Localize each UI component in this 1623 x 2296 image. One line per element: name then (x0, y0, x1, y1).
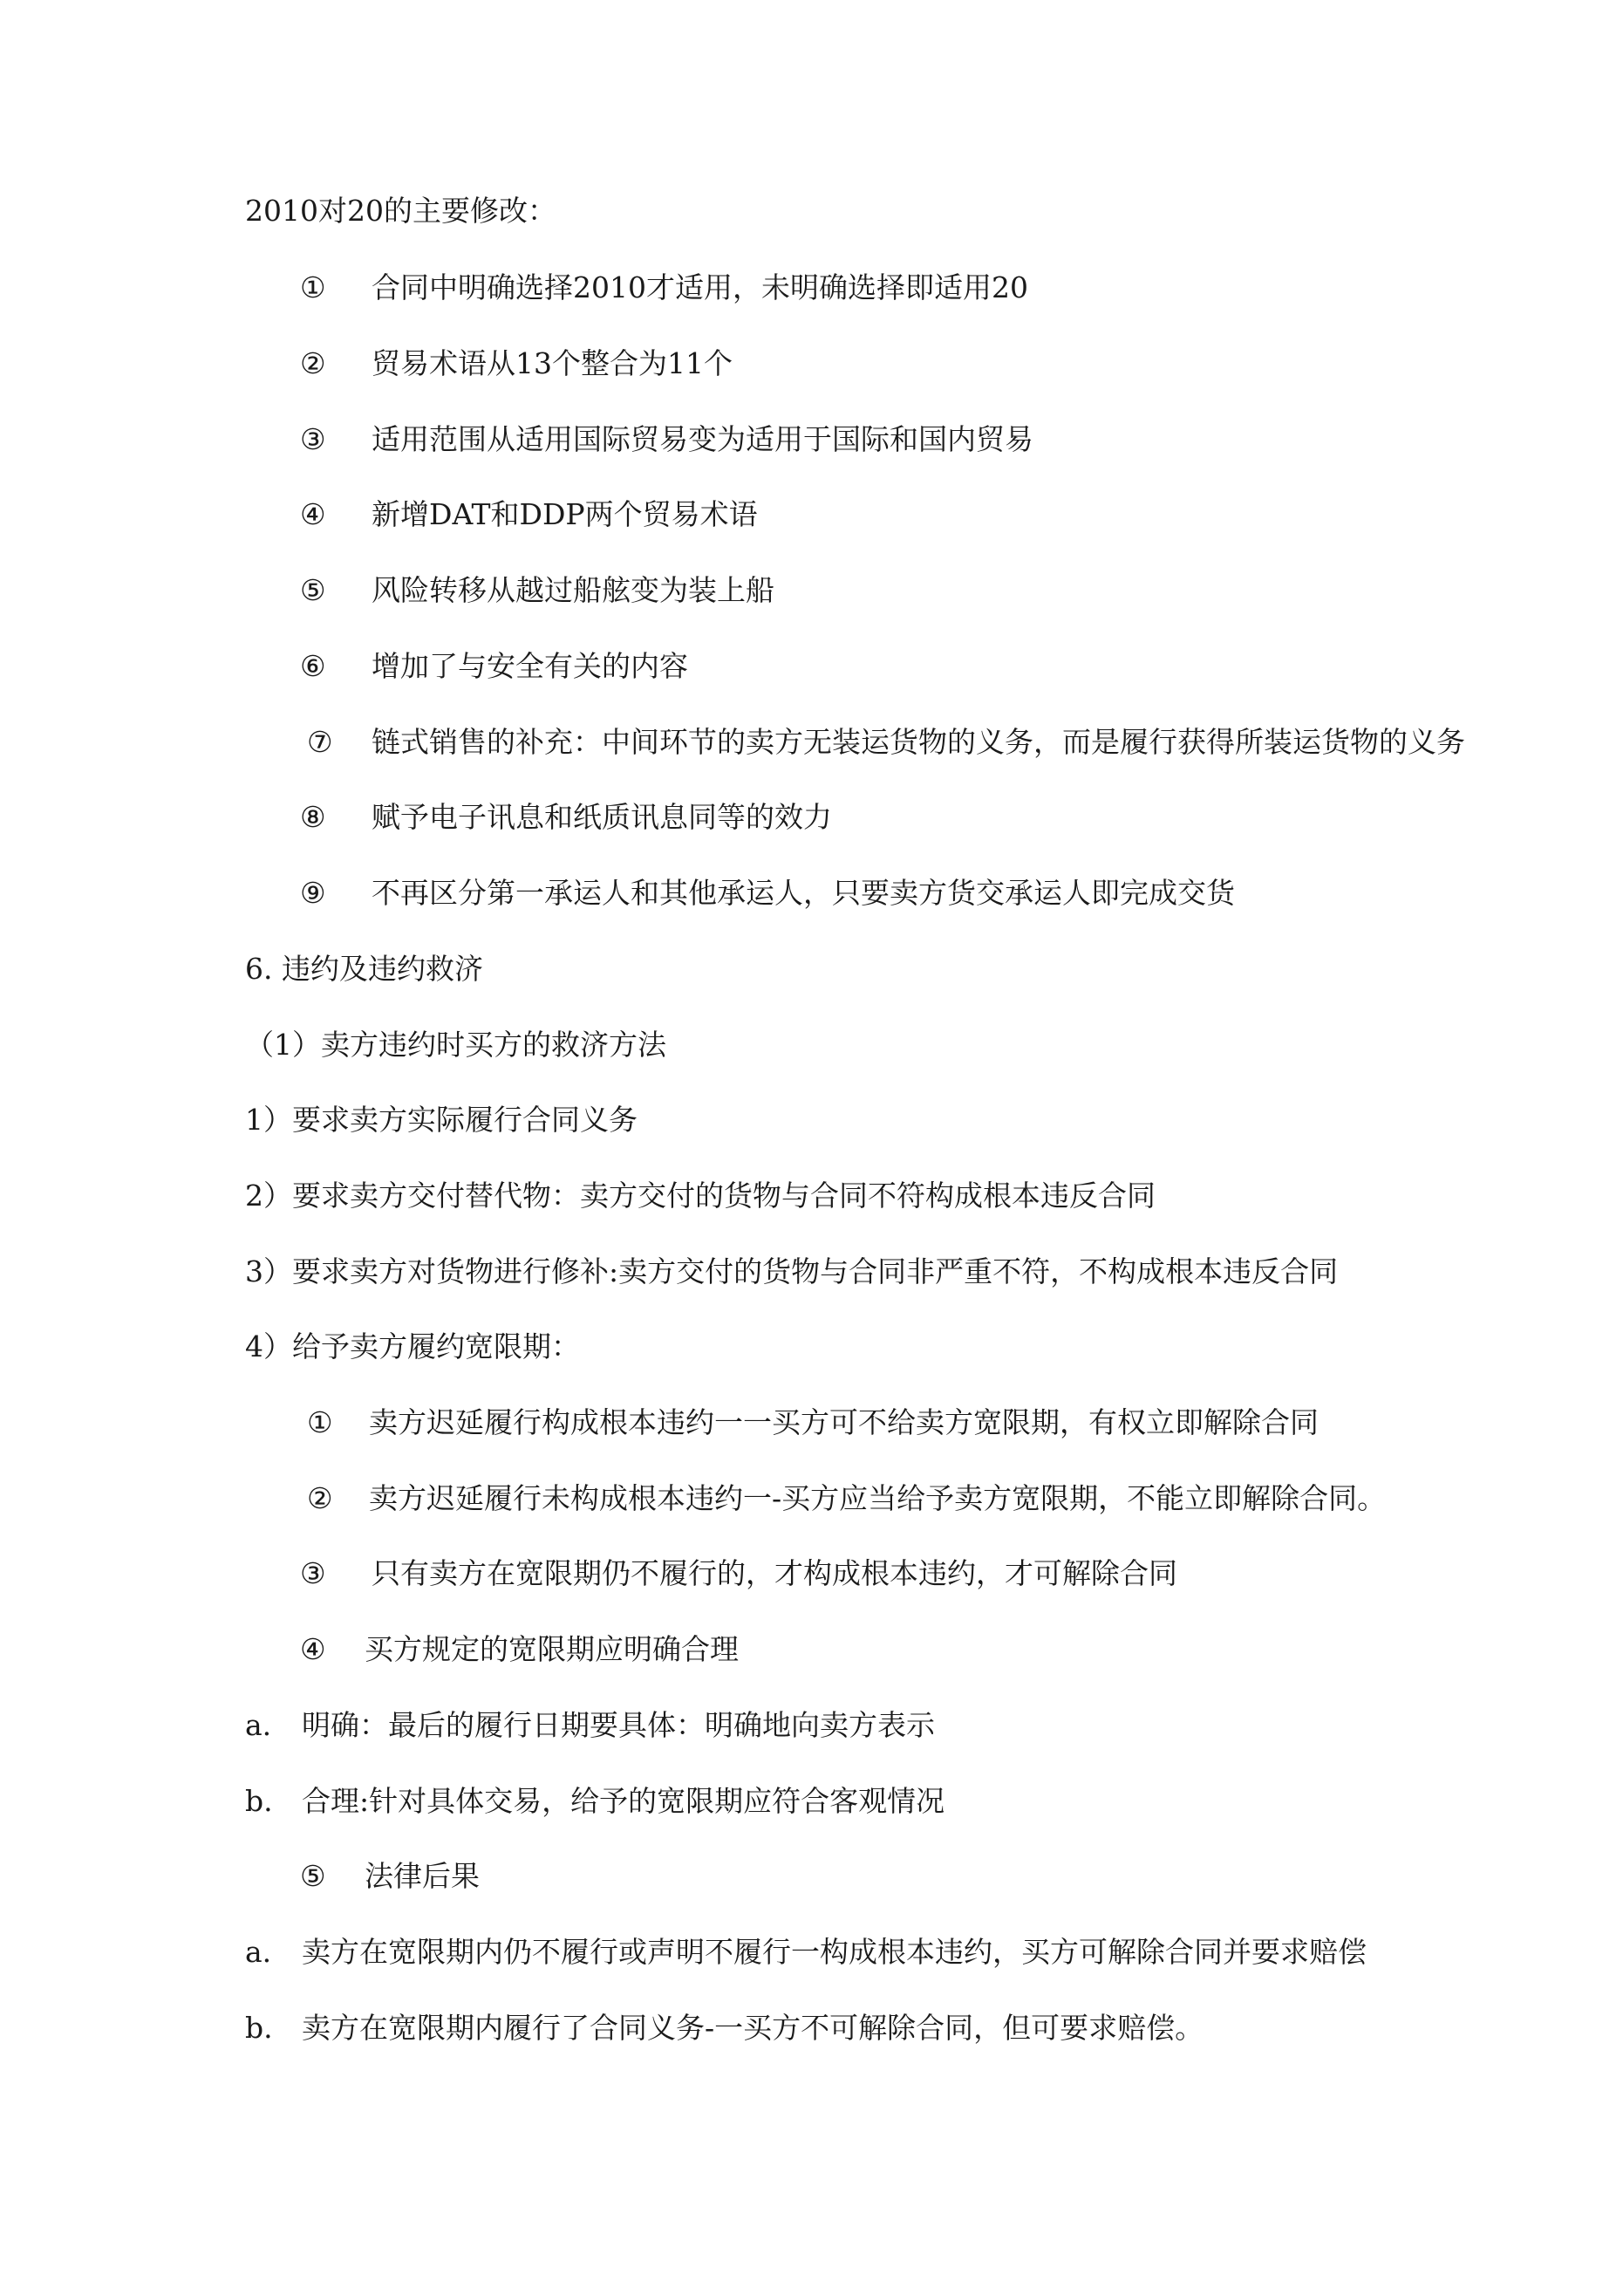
remedy-1: 1）要求卖方实际履行合同义务 (245, 1103, 638, 1137)
consequence-text-a: 卖方在宽限期内仍不履行或声明不履行一构成根本违约，买方可解除合同并要求赔偿 (302, 1935, 1367, 1969)
change-text-4: 新增DAT和DDP两个贸易术语 (372, 497, 758, 531)
change-text-7: 链式销售的补充：中间环节的卖方无装运货物的义务，而是履行获得所装运货物的义务 (372, 725, 1465, 759)
consequence-text-b: 卖方在宽限期内履行了合同义务-一买方不可解除合同，但可要求赔偿。 (302, 2011, 1204, 2045)
change-mark-3: ③ (300, 422, 326, 456)
consequence-heading-text: 法律后果 (365, 1859, 480, 1893)
grace-text-4: 买方规定的宽限期应明确合理 (365, 1632, 739, 1666)
grace-mark-3: ③ (300, 1556, 326, 1590)
consequence-heading-mark: ⑤ (300, 1859, 326, 1893)
change-mark-2: ② (300, 346, 326, 380)
remedy-2: 2）要求卖方交付替代物：卖方交付的货物与合同不符构成根本违反合同 (245, 1179, 1156, 1213)
change-mark-4: ④ (300, 497, 326, 531)
change-mark-7: ⑦ (307, 725, 333, 759)
change-mark-6: ⑥ (300, 649, 326, 683)
changes-heading: 2010对20的主要修改： (245, 194, 556, 228)
remedy-3: 3）要求卖方对货物进行修补:卖方交付的货物与合同非严重不符，不构成根本违反合同 (245, 1254, 1339, 1288)
grace-mark-1: ① (307, 1405, 333, 1439)
change-mark-5: ⑤ (300, 573, 326, 607)
change-mark-9: ⑨ (300, 876, 326, 910)
grace-text-3: 只有卖方在宽限期仍不履行的，才构成根本违约，才可解除合同 (372, 1556, 1177, 1590)
consequence-mark-b: b. (245, 2011, 273, 2045)
clarity-mark-a: a. (245, 1708, 272, 1742)
change-text-6: 增加了与安全有关的内容 (372, 649, 688, 683)
clarity-text-a: 明确：最后的履行日期要具体：明确地向卖方表示 (302, 1708, 935, 1742)
grace-mark-4: ④ (300, 1632, 326, 1666)
change-mark-8: ⑧ (300, 800, 326, 834)
change-text-8: 赋予电子讯息和纸质讯息同等的效力 (372, 800, 832, 834)
clarity-text-b: 合理:针对具体交易，给予的宽限期应符合客观情况 (302, 1784, 945, 1818)
remedy-4: 4）给予卖方履约宽限期： (245, 1329, 580, 1363)
change-text-9: 不再区分第一承运人和其他承运人，只要卖方货交承运人即完成交货 (372, 876, 1235, 910)
change-text-3: 适用范围从适用国际贸易变为适用于国际和国内贸易 (372, 422, 1033, 456)
change-text-5: 风险转移从越过船舷变为装上船 (372, 573, 774, 607)
grace-mark-2: ② (307, 1481, 333, 1515)
change-text-2: 贸易术语从13个整合为11个 (372, 346, 733, 380)
grace-text-2: 卖方迟延履行未构成根本违约一-买方应当给予卖方宽限期，不能立即解除合同。 (369, 1481, 1387, 1515)
change-text-1: 合同中明确选择2010才适用，未明确选择即适用20 (372, 270, 1028, 304)
consequence-mark-a: a. (245, 1935, 272, 1969)
section-6-title: 6. 违约及违约救济 (245, 952, 483, 986)
clarity-mark-b: b. (245, 1784, 273, 1818)
subsection-1-title: （1）卖方违约时买方的救济方法 (245, 1028, 666, 1062)
grace-text-1: 卖方迟延履行构成根本违约一一买方可不给卖方宽限期，有权立即解除合同 (369, 1405, 1319, 1439)
change-mark-1: ① (300, 270, 326, 304)
